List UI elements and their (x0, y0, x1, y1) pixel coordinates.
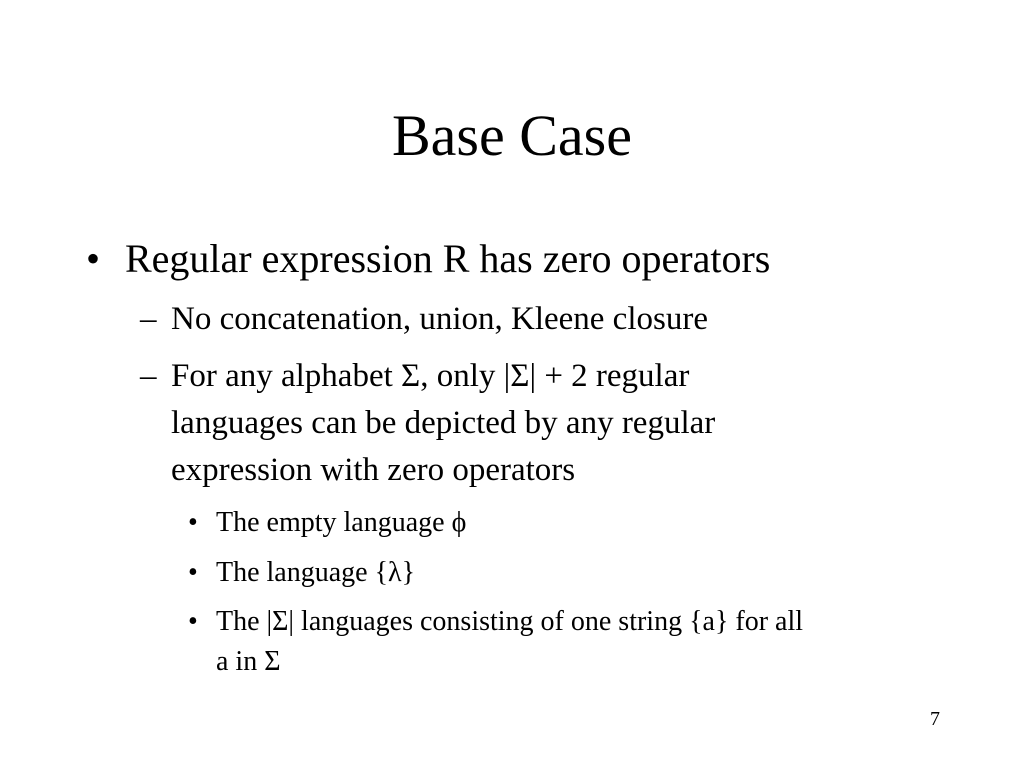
bullet-text-zero-operators: Regular expression R has zero operators (125, 236, 771, 281)
sub-sub-bullet-text-line: The |Σ| languages consisting of one string {a} for all (216, 606, 804, 637)
small-bullet-marker: • (188, 557, 198, 588)
page-number: 7 (930, 708, 940, 730)
sub-bullet-text-no-concatenation: No concatenation, union, Kleene closure (171, 301, 708, 337)
small-bullet-marker: • (188, 606, 198, 637)
sub-sub-bullet-text-empty-language: The empty language ϕ (216, 507, 467, 538)
dash-marker: – (140, 301, 157, 337)
small-bullet-marker: • (188, 507, 198, 538)
sub-bullet-text-line: languages can be depicted by any regular (171, 405, 716, 441)
sub-sub-bullet-text-line: a in Σ (216, 646, 281, 677)
sub-bullet-text-line: expression with zero operators (171, 452, 576, 488)
dash-marker: – (140, 358, 157, 394)
sub-sub-bullet-text-lambda-language: The language {λ} (216, 557, 416, 588)
sub-bullet-text-line: For any alphabet Σ, only |Σ| + 2 regular (171, 358, 690, 394)
slide-title: Base Case (392, 103, 632, 168)
bullet-marker: • (86, 236, 101, 281)
